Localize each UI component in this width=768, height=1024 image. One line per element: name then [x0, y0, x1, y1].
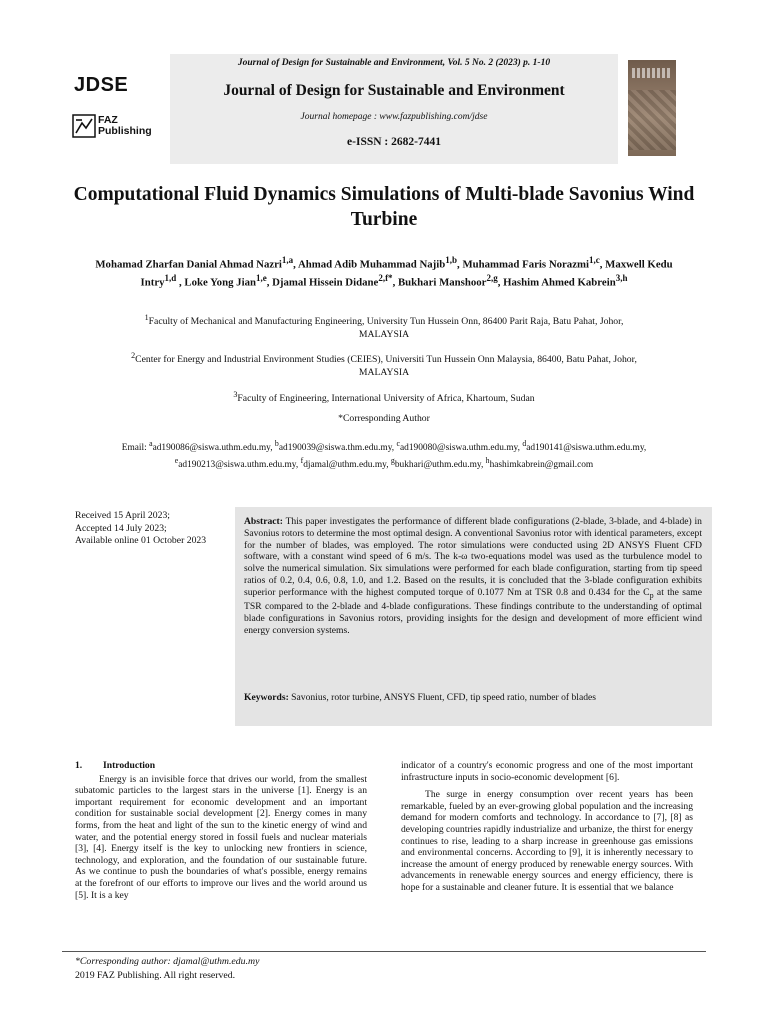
affiliation-2: $^2$Center for Energy and Industrial Environment Studies (CEIES), Universiti Tun Hussein Onn Malaysia, 86400, Batu Pahat, Johor, MALAYSIA [131, 351, 637, 379]
journal-title: Journal of Design for Sustainable and Environment [223, 82, 565, 99]
journal-issn: e-ISSN : 2682-7441 [347, 136, 441, 148]
article-dates [75, 510, 225, 548]
section-heading [75, 760, 367, 772]
corresponding-author-note: *Corresponding Author [338, 413, 430, 424]
body-left-column [75, 760, 367, 901]
abstract-box [235, 507, 712, 726]
section-title: Introduction [103, 760, 156, 771]
journal-acronym: JDSE [74, 74, 129, 96]
faz-logo-icon [72, 114, 96, 138]
intro-paragraph-2: The surge in energy consumption over recent years has been remarkable, fueled by an ever-growing global population and the increasing demand for modern comforts and technology. In accordance to [7], [8] as developing countries rapidly industrialize and urbanize, the thirst for energy continues to rise, leading to a sharp increase in greenhouse gas emissions and environmental concerns. According to [9], it is inherently necessary to increase the amount of energy produced by renewable energy sources. With advancements in renewable energy sources and energy efficiency, there is hope for a sustainable and cleaner future. It is essential that we balance [401, 789, 693, 893]
section-number: 1. [75, 760, 83, 771]
affiliation-3: $^3$Faculty of Engineering, International University of Africa, Khartoum, Sudan [233, 390, 535, 405]
date-received: Received 15 April 2023; [75, 510, 170, 521]
publisher-logo [72, 114, 164, 140]
date-accepted: Accepted 14 July 2023; [75, 522, 167, 534]
author-emails: Email: $^a$ad190086@siswa.uthm.edu.my, $^b$ad190039@siswa.thm.edu.my, $^c$ad190080@siswa.uthm.edu.my, $^d$ad190141@siswa.uthm.edu.my, $^e$ad190213@siswa.uthm.edu.my, $^f$djamal@uthm.edu.my, $^g$bukhari@uthm.edu.my, $^h$hashimkabrein@gmail.com [121, 439, 647, 470]
header-left-block [62, 54, 170, 164]
keywords [244, 692, 702, 704]
abstract [244, 516, 702, 637]
copyright-notice: 2019 FAZ Publishing. All right reserved. [75, 970, 236, 981]
publisher-name-line2: Publishing [98, 125, 152, 137]
date-online: Available online 01 October 2023 [75, 535, 207, 546]
author-list: Mohamad Zharfan Danial Ahmad Nazri$^{1,a}$, Ahmad Adib Muhammad Najib$^{1,b}$, Muhammad Faris Norazmi$^{1,c}$, Maxwell Kedu Intry$^{1,d}$ , Loke Yong Jian$^{1,e}$, Djamal Hissein Didane$^{2,f*}$, Bukhari Manshoor$^{2,g}$, Hashim Ahmed Kabrein$^{3,h}$ [95, 255, 673, 289]
body-right-column [401, 760, 693, 894]
corresponding-footnote: *Corresponding author: djamal@uthm.edu.my [75, 956, 260, 967]
keywords-label: Keywords: [244, 692, 289, 703]
keywords-text: Savonius, rotor turbine, ANSYS Fluent, CFD, tip speed ratio, number of blades [291, 692, 597, 703]
publisher-name-line1: FAZ [98, 114, 118, 126]
publisher-name [98, 115, 152, 137]
journal-homepage: Journal homepage : www.fazpublishing.com/jdse [300, 112, 488, 122]
intro-paragraph-1: Energy is an invisible force that drives our world, from the smallest subatomic particles to the largest stars in the universe [1]. Energy is an important requirement for economic development and an important condition for sustainable social development [2]. Energy comes in many forms, from the heat and light of the sun to the kinetic energy of wind and water, and the potential energy stored in fossil fuels and nuclear materials [3], [4]. Energy itself is the key to unlocking new frontiers in science, technology, and exploration, and the foundation of our sustainable future. As we continue to push the boundaries of what's possible, energy remains at the forefront of our efforts to improve our lives and the world around us [5]. It is a key [75, 773, 367, 901]
abstract-text: This paper investigates the performance of different blade configurations (2-blade, 3-blade, and 4-blade) in Savonius rotors to determine the most optimal design. A conventional Savonius rotor with identical parameters, except for the number of blades, was employed. The rotor simulations were conducted using 2D ANSYS Fluent CFD software, with a constant wind speed of 6 m/s. The k-ω two-equations model was used as the turbulence model to solve the numerical simulation. Six simulations were performed for each blade configuration, starting from tip speed ratios of 0.2, 0.4, 0.6, 0.8, 1.0, and 1.2. Based on the results, it is concluded that the 3-blade configuration exhibits superior performance with the highest computed torque of 0.1077 Nm at TSR 0.8 and 0.434 for the $C_p$ at the same TSR compared to the 2-blade and 4-blade configurations. These findings contribute to the understanding of optimal blade configurations in Savonius rotors, providing insights for the design and development of more efficient wind energy conversion systems. [244, 516, 702, 637]
journal-header [62, 54, 706, 164]
abstract-label: Abstract: [244, 516, 283, 527]
intro-paragraph-continued: indicator of a country's economic progress and one of the most important infrastructure inputs in socio-economic development [6]. [401, 760, 693, 783]
journal-citation: Journal of Design for Sustainable and Environment, Vol. 5 No. 2 (2023) p. 1-10 [237, 58, 551, 68]
affiliation-1: $^1$Faculty of Mechanical and Manufacturing Engineering, University Tun Hussein Onn, 86400 Parit Raja, Batu Pahat, Johor, MALAYSIA [144, 313, 624, 341]
journal-cover-image [628, 60, 676, 156]
header-right-block [618, 54, 706, 164]
header-title-panel [170, 54, 618, 164]
footer-divider [62, 951, 706, 952]
paper-title: Computational Fluid Dynamics Simulations of Multi-blade Savonius Wind Turbine [73, 184, 695, 230]
